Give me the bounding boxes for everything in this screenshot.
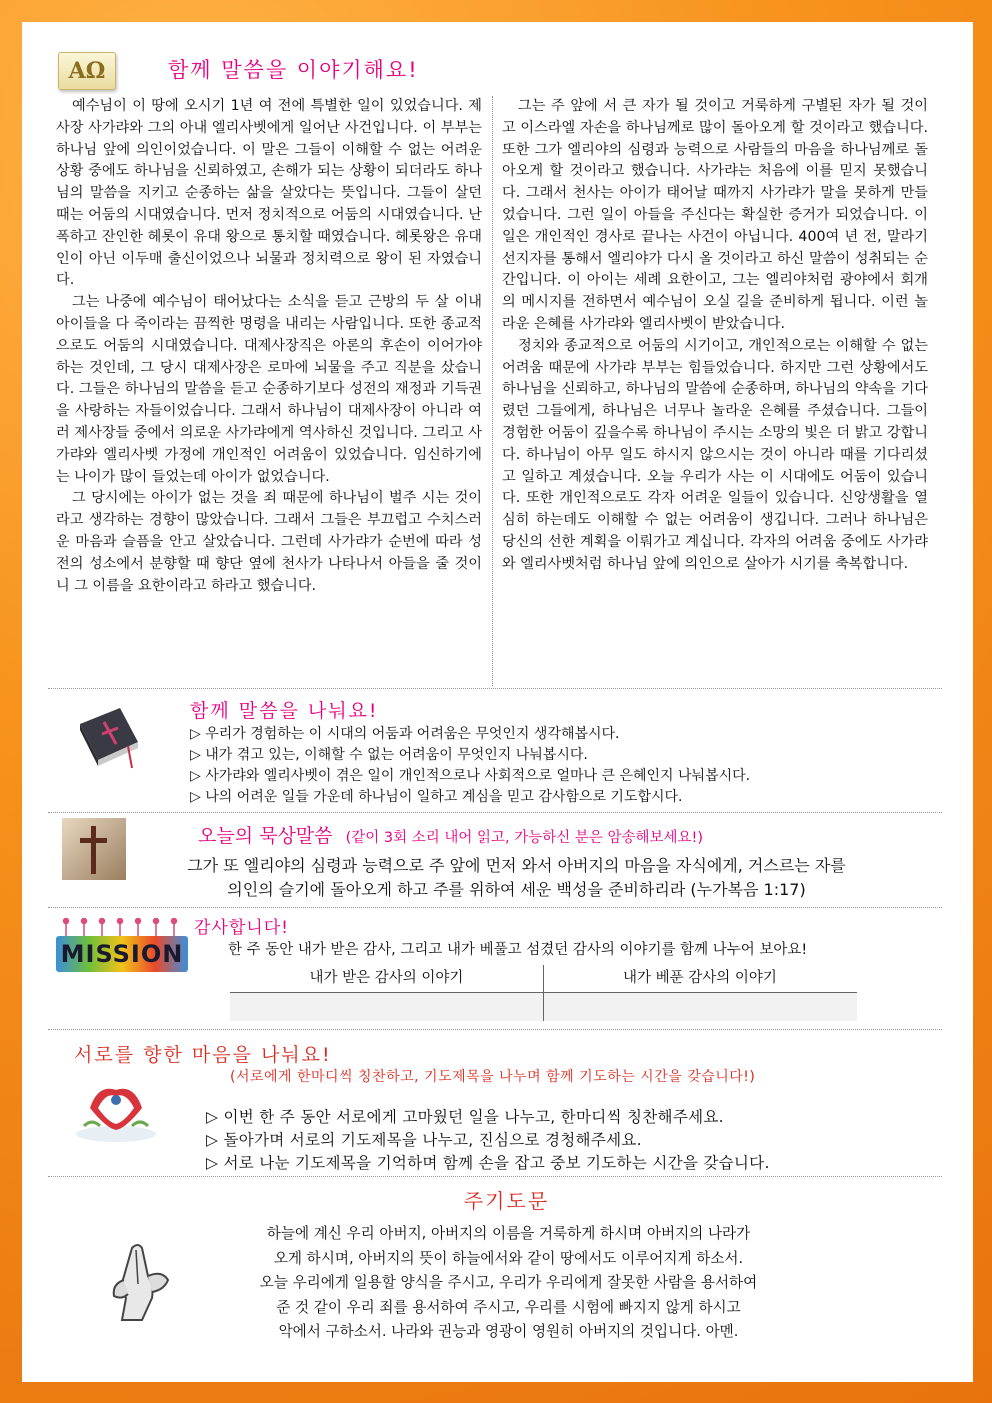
verse-line-1: 그가 또 엘리야의 심령과 능력으로 주 앞에 먼저 와서 아버지의 마음을 자식에게, 거스르는 자를 xyxy=(187,856,846,875)
verse-line-2: 의인의 슬기에 돌아오게 하고 주를 위하여 세운 백성을 준비하리라 (누가복음 1:17) xyxy=(227,880,806,899)
alpha-omega-icon xyxy=(58,52,116,90)
section3-title: 오늘의 묵상말씀 xyxy=(198,825,333,847)
divider-4 xyxy=(48,1029,942,1030)
section6-title: 주기도문 xyxy=(463,1189,550,1213)
bible-icon xyxy=(72,702,144,772)
thanks-cell-given[interactable] xyxy=(544,993,857,1021)
left-paragraph-2: 그는 나중에 예수님이 태어났다는 소식을 듣고 근방의 두 살 이내 아이들을 다 죽이라는 끔찍한 명령을 내리는 사람입니다. 또한 종교적으로도 어둠의 시대였습니다. 대제사장직은 아론의 후손이 이어가야 하는 것인데, 그 당시 대제사장은 로마에 뇌물을 주고 직분을 샀습니다. 그들은 하나님의 말씀을 듣고 순종하기보다 성전의 재정과 기득권을 사랑하는 자들이었습니다. 그래서 하나님이 대제사장이 아니라 여러 제사장들 중에서 의로운 사가랴에게 역사하신 것입니다. 그리고 사가랴와 엘리사벳 가정에 개인적인 어려움이 있었습니다. 임신하기에는 나이가 많이 들었는데 아이가 없었습니다. xyxy=(56,294,482,485)
divider-3 xyxy=(48,907,942,908)
thanks-header-received: 내가 받은 감사의 이야기 xyxy=(309,970,464,986)
discussion-item: ▷ 내가 겪고 있는, 이해할 수 없는 어려움이 무엇인지 나눠봅시다. xyxy=(190,747,588,763)
right-paragraph-2: 정치와 종교적으로 어둠의 시기이고, 개인적으로는 이해할 수 없는 어려움 때문에 사가랴 부부는 힘들었습니다. 하지만 그런 상황에서도 하나님을 신뢰하고, 하나님의 말씀에 순종하며, 하나님의 약속을 기다렸던 그들에게, 하나님은 너무나 놀라운 은혜를 주셨습니다. 그들이 경험한 어둠이 깊을수록 하나님이 주시는 소망의 빛은 더 밝고 강합니다. 하나님이 아무 일도 하시지 않으시는 것이 아니라 때를 기다리셨고 일하고 계셨습니다. 오늘 우리가 사는 이 시대에도 어둠이 있습니다. 또한 개인적으로도 각자 어려운 일들이 있습니다. 신앙생활을 열심히 하는데도 이해할 수 없는 어려움이 생깁니다. 그러나 하나님은 당신의 선한 계획을 이뤄가고 계십니다. 각자의 어려움 중에도 사가랴와 엘리사벳처럼 하나님 앞에 의인으로 살아가 시기를 축복합니다. xyxy=(502,337,928,572)
section5-subtitle: (서로에게 한마디씩 칭찬하고, 기도제목을 나누며 함께 기도하는 시간을 갖습니다!) xyxy=(230,1069,756,1085)
lords-prayer xyxy=(22,1222,973,1345)
thanks-header-given: 내가 베푼 감사의 이야기 xyxy=(623,970,777,986)
left-paragraph-1: 예수님이 이 땅에 오시기 1년 여 전에 특별한 일이 있었습니다. 제사장 사가랴와 그의 아내 엘리사벳에게 일어난 사건입니다. 이 부부는 하나님 앞에 의인이었습니다. 이 말은 그들이 이해할 수 없는 어려운 상황 중에도 하나님을 신뢰하였고, 손해가 되는 상황이 되더라도 하나님의 말씀을 지키고 순종하는 삶을 살았다는 뜻입니다. 그들이 살던 때는 어둠의 시대였습니다. 먼저 정치적으로 어둠의 시대였습니다. 난폭하고 잔인한 헤롯이 유대 왕으로 통치할 때였습니다. 헤롯왕은 유대인이 아닌 이두매 출신이었으나 뇌물과 정치력으로 왕이 된 자였습니다. xyxy=(56,98,482,289)
divider-1 xyxy=(48,688,942,689)
thanks-cell-received[interactable] xyxy=(230,993,543,1021)
prayer-line-5: 악에서 구하소서. 나라와 권능과 영광이 영원히 아버지의 것입니다. 아멘. xyxy=(278,1323,739,1340)
prayer-line-3: 오늘 우리에게 일용할 양식을 주시고, 우리가 우리에게 잘못한 사람을 용서하여 xyxy=(259,1274,758,1291)
discussion-item: ▷ 사가랴와 엘리사벳이 겪은 일이 개인적으로나 사회적으로 얼마나 큰 은혜인지 나눠봅시다. xyxy=(190,768,751,784)
divider-5 xyxy=(48,1176,942,1177)
sermon-left-column xyxy=(56,96,482,597)
thanks-table xyxy=(230,965,857,1021)
memory-verse xyxy=(22,854,973,902)
section1-title: 함께 말씀을 이야기해요! xyxy=(168,58,419,82)
prayer-line-1: 하늘에 계신 우리 아버지, 아버지의 이름을 거룩하게 하시며 아버지의 나라가 xyxy=(266,1225,751,1242)
discussion-item: ▷ 나의 어려운 일들 가운데 하나님이 일하고 계심을 믿고 감사함으로 기도합시다. xyxy=(190,789,683,805)
sharing-item: ▷ 돌아가며 서로의 기도제목을 나누고, 진심으로 경청해주세요. xyxy=(206,1131,642,1149)
right-paragraph-1: 그는 주 앞에 서 큰 자가 될 것이고 거룩하게 구별된 자가 될 것이고 이스라엘 자손을 하나님께로 많이 돌아오게 할 것이라고 했습니다. 또한 그가 엘리야의 심령과 능력으로 사람들의 마음을 하나님께로 돌아오게 할 것이라고 했습니다. 사가랴는 처음에 이를 믿지 못했습니다. 그래서 천사는 아이가 태어날 때까지 사가랴가 말을 못하게 만들었습니다. 그런 일이 아들을 주신다는 확실한 증거가 되었습니다. 이 일은 개인적인 경사로 끝나는 사건이 아닙니다. 400여 년 전, 말라기 선지자를 통해서 엘리야가 다시 올 것이라고 하신 말씀이 성취되는 순간입니다. 이 아이는 세례 요한이고, 그는 엘리야처럼 광야에서 회개의 메시지를 전하면서 예수님이 오실 길을 준비하게 됩니다. 이런 놀라운 은혜를 사가랴와 엘리사벳이 받았습니다. xyxy=(502,98,928,332)
divider-2 xyxy=(48,812,942,813)
thanks-intro: 한 주 동안 내가 받은 감사, 그리고 내가 베풀고 섬겼던 감사의 이야기를 함께 나누어 보아요! xyxy=(228,942,808,958)
sharing-item: ▷ 서로 나눈 기도제목을 기억하며 함께 손을 잡고 중보 기도하는 시간을 갖습니다. xyxy=(206,1154,770,1172)
mission-badge-text: MISSION xyxy=(56,936,188,972)
prayer-line-2: 오게 하시며, 아버지의 뜻이 하늘에서와 같이 땅에서도 이루어지게 하소서. xyxy=(273,1249,744,1267)
column-divider xyxy=(492,96,493,686)
sharing-item: ▷ 이번 한 주 동안 서로에게 고마웠던 일을 나누고, 한마디씩 칭찬해주세요. xyxy=(206,1108,724,1126)
left-paragraph-3: 그 당시에는 아이가 없는 것을 죄 때문에 하나님이 벌주 시는 것이라고 생각하는 경향이 많았습니다. 그래서 그들은 부끄럽고 수치스러운 마음과 슬픔을 안고 살았습니다. 그런데 사가랴가 순번에 따라 성전의 성소에서 분향할 때 향단 옆에 천사가 나타나서 아들을 줄 것이니 그 이름을 요한이라고 하라고 했습니다. xyxy=(56,490,482,594)
section4-title: 감사합니다! xyxy=(194,918,289,938)
hearts-hands-illustration xyxy=(70,1068,162,1144)
sharing-list xyxy=(206,1106,770,1175)
prayer-line-4: 준 것 같이 우리 죄를 용서하여 주시고, 우리를 시험에 빠지지 않게 하시고 xyxy=(276,1298,741,1316)
alpha-omega-label: AΩ xyxy=(68,58,106,84)
discussion-list xyxy=(190,724,750,808)
section5-title: 서로를 향한 마음을 나눠요! xyxy=(74,1044,332,1066)
worksheet-page xyxy=(22,22,973,1382)
section3-subtitle: (같이 3회 소리 내어 읽고, 가능하신 분은 암송해보세요!) xyxy=(345,830,703,846)
mission-badge xyxy=(56,918,188,976)
section3-heading xyxy=(198,821,703,848)
discussion-item: ▷ 우리가 경험하는 이 시대의 어둠과 어려움은 무엇인지 생각해봅시다. xyxy=(190,726,620,742)
sermon-right-column xyxy=(502,96,928,576)
section2-title: 함께 말씀을 나눠요! xyxy=(190,700,379,722)
thanks-col-divider xyxy=(543,965,544,1021)
